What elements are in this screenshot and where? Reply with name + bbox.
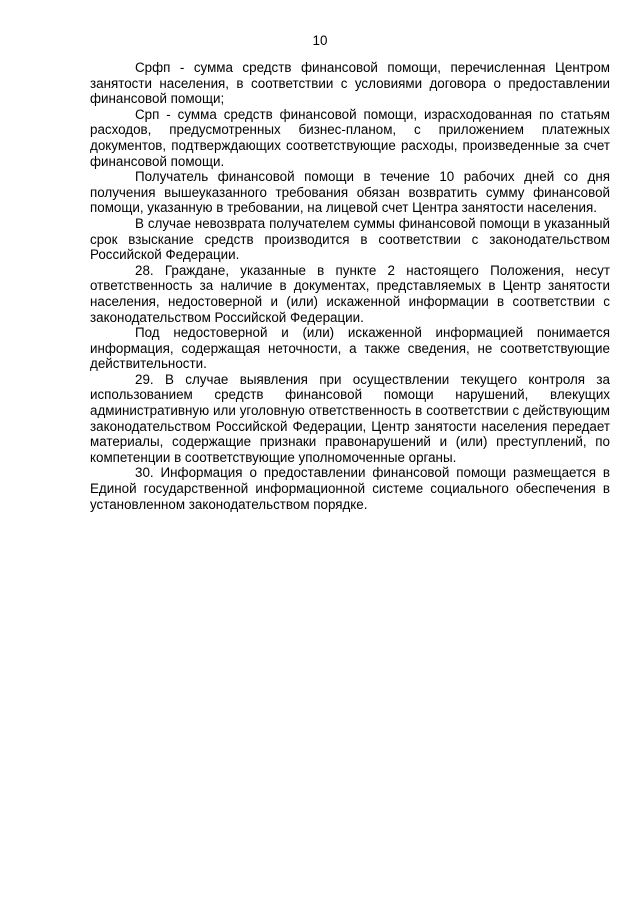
paragraph-false-info-definition: Под недостоверной и (или) искаженной информацией понимается информация, содержащая неточности, а также сведения, не соответствующие действительности. — [90, 325, 610, 372]
paragraph-item-30: 30. Информация о предоставлении финансовой помощи размещается в Единой государственной информационной системе социального обеспечения в установленном законодательством порядке. — [90, 465, 610, 512]
document-body — [90, 60, 610, 512]
paragraph-srp-definition: Срп - сумма средств финансовой помощи, израсходованная по статьям расходов, предусмотренных бизнес-планом, с приложением платежных документов, подтверждающих соответствующие расходы, произведенные за счет финансовой помощи. — [90, 106, 610, 169]
page-number: 10 — [312, 33, 328, 48]
paragraph-srfp-definition: Срфп - сумма средств финансовой помощи, перечисленная Центром занятости населения, в соответствии с условиями договора о предоставлении финансовой помощи; — [90, 60, 610, 107]
paragraph-item-29: 29. В случае выявления при осуществлении текущего контроля за использованием средств финансовой помощи нарушений, влекущих административную или уголовную ответственность в соответствии с действующим законодательством Российской Федерации, Центр занятости населения передает материалы, содержащие признаки правонарушений и (или) преступлений, по компетенции в соответствующие уполномоченные органы. — [90, 371, 610, 465]
paragraph-non-return: В случае невозврата получателем суммы финансовой помощи в указанный срок взыскание средств производится в соответствии с законодательством Российской Федерации. — [90, 215, 610, 263]
paragraph-item-28: 28. Граждане, указанные в пункте 2 настоящего Положения, несут ответственность за наличие в документах, представляемых в Центр занятости населения, недостоверной и (или) искаженной информации в соответствии с законодательством Российской Федерации. — [90, 262, 610, 325]
paragraph-refund-deadline: Получатель финансовой помощи в течение 10 рабочих дней со дня получения вышеуказанного требования обязан возвратить сумму финансовой помощи, указанную в требовании, на лицевой счет Центра занятости населения. — [90, 169, 610, 216]
